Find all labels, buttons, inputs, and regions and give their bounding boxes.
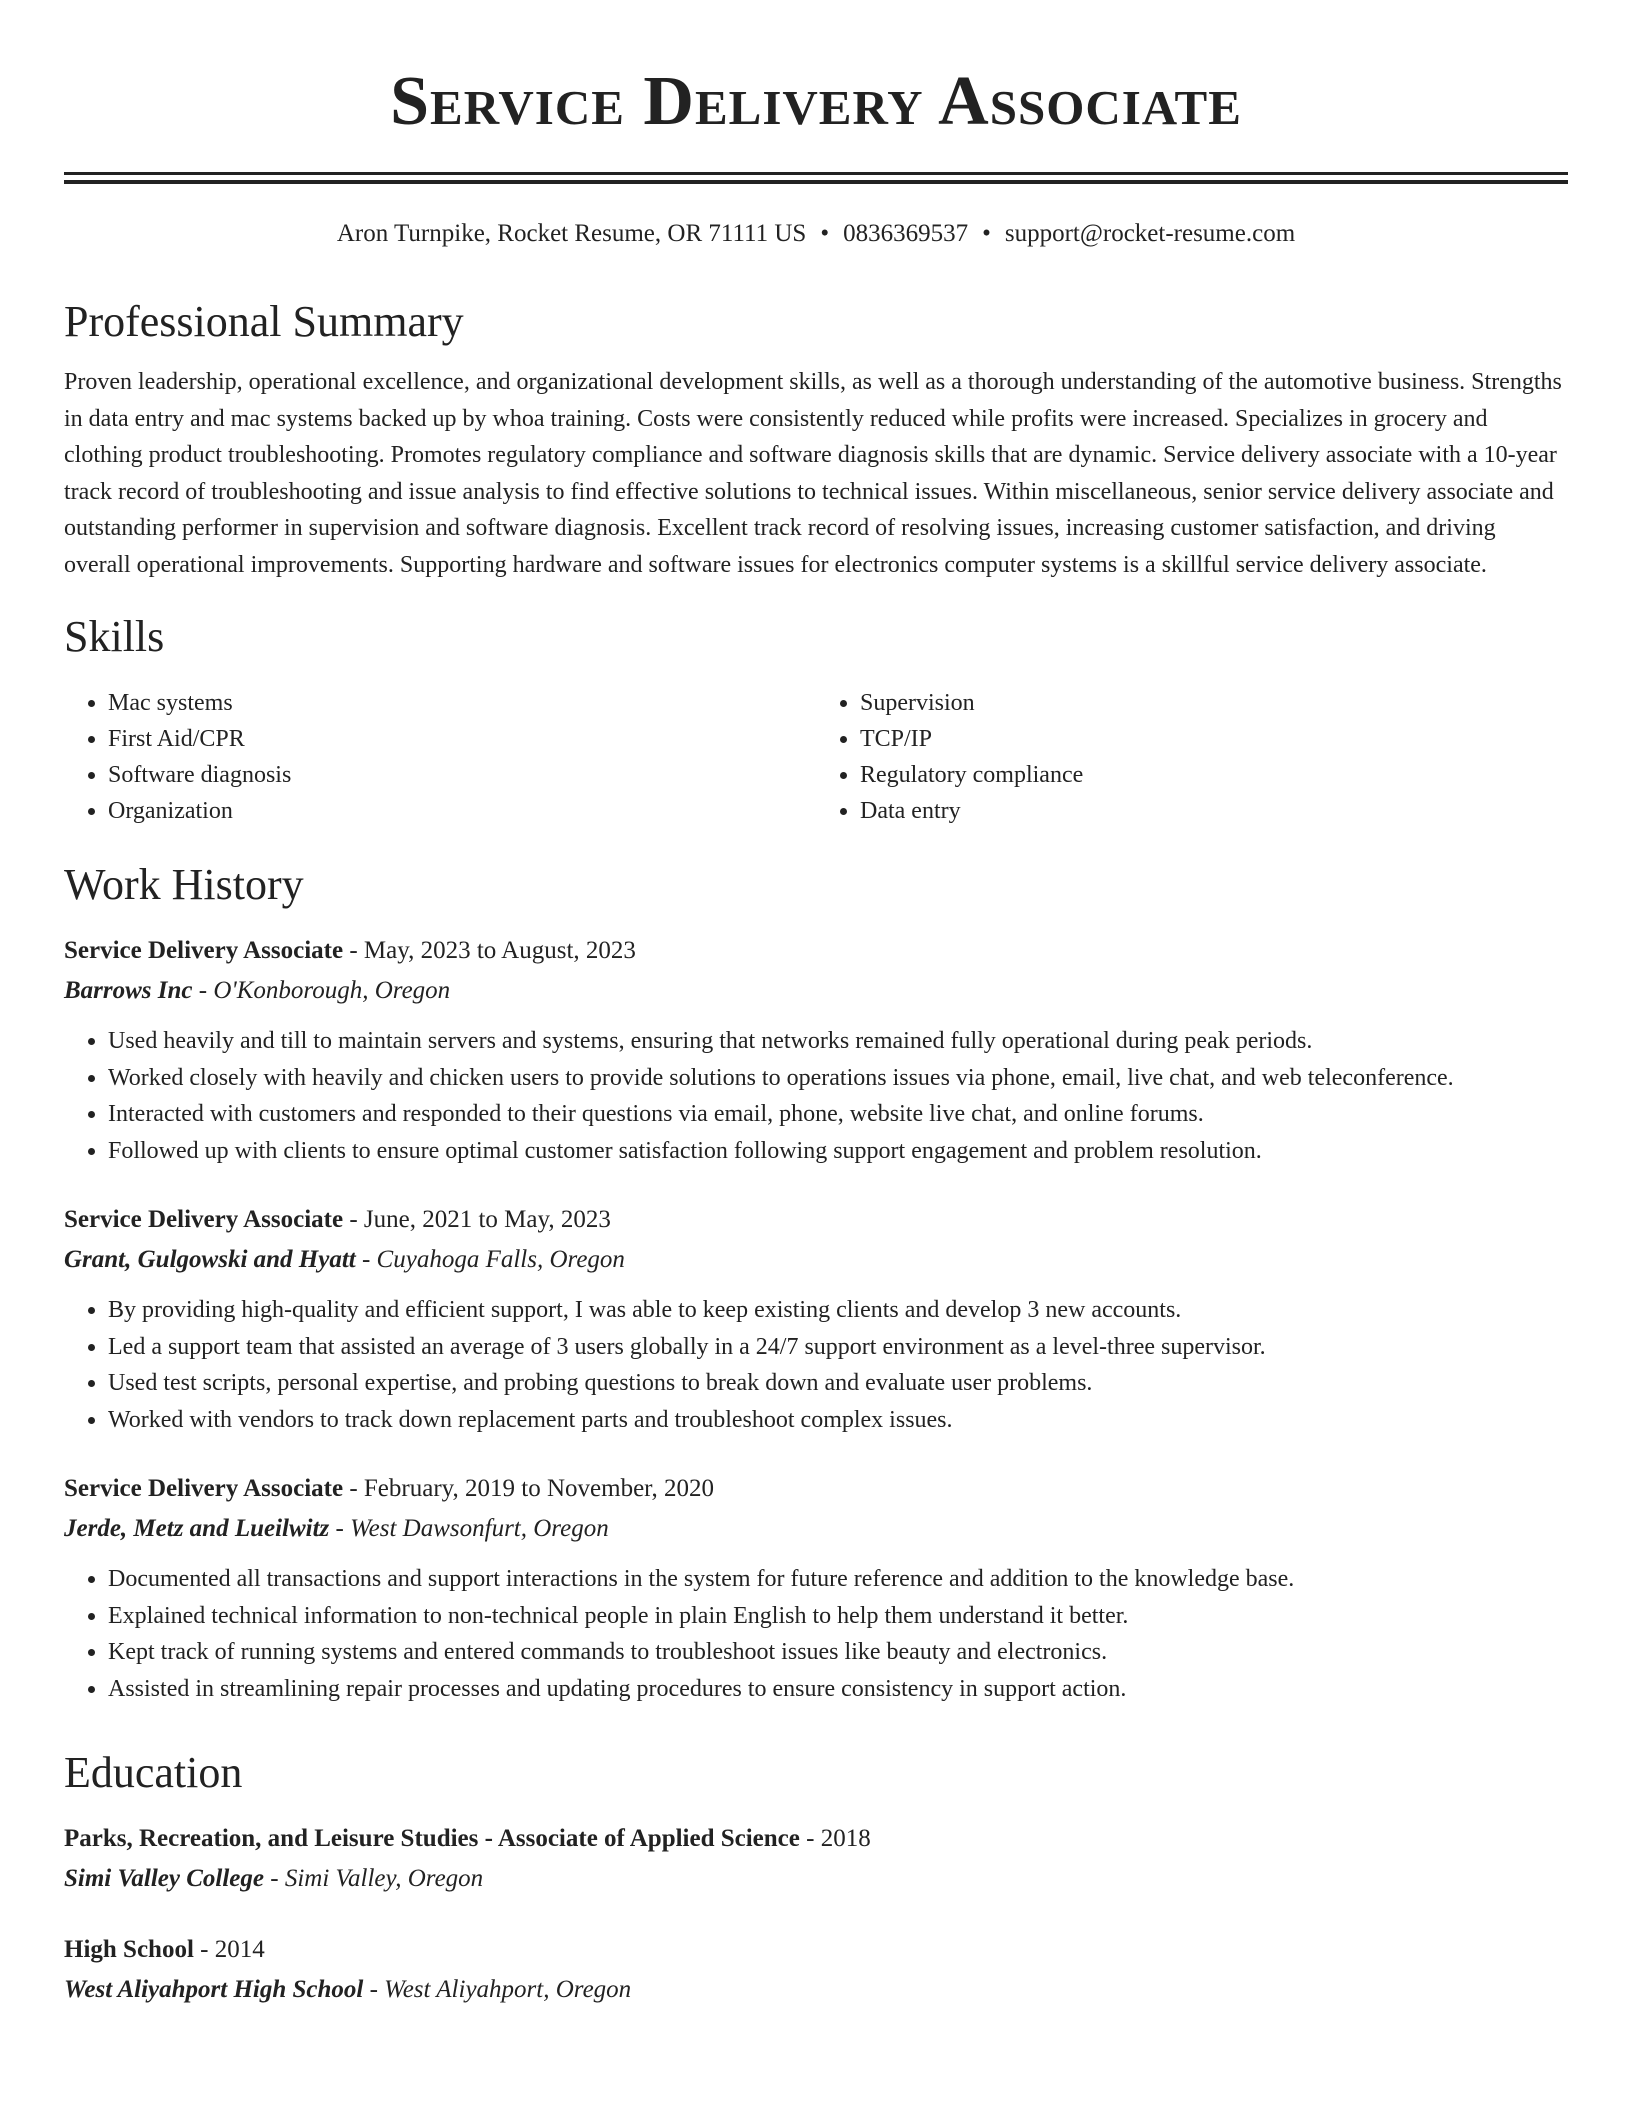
education-school: West Aliyahport High School: [64, 1976, 364, 2003]
job-bullet: • Assisted in streamlining repair processes and updating procedures to ensure consistency in support action.: [108, 1671, 1568, 1708]
skill-item: • Supervision: [860, 685, 1568, 721]
job-bullet: • Used test scripts, personal expertise, and probing questions to break down and evaluate user problems.: [108, 1365, 1568, 1402]
job-bullet: • Followed up with clients to ensure optimal customer satisfaction following support engagement and problem resolution.: [108, 1133, 1568, 1170]
job-location: - West Dawsonfurt, Oregon: [329, 1515, 609, 1542]
education-location: - Simi Valley, Oregon: [264, 1865, 484, 1892]
contact-phone: 0836369537: [843, 220, 969, 247]
job-location: - O'Konborough, Oregon: [192, 977, 451, 1004]
skills-column-right: [816, 685, 1568, 829]
job-bullet: • Interacted with customers and responded to their questions via email, phone, website live chat, and online forums.: [108, 1096, 1568, 1133]
title-divider-bottom: [64, 180, 1568, 184]
job-bullet: • Explained technical information to non-technical people in plain English to help them understand it better.: [108, 1598, 1568, 1635]
skills-column-left: [64, 685, 816, 829]
job-bullets: [64, 1561, 1568, 1707]
job-company: Barrows Inc: [64, 977, 193, 1004]
skill-item: • Software diagnosis: [108, 757, 816, 793]
job-employer: [64, 971, 1568, 1011]
job-bullet: • Used heavily and till to maintain servers and systems, ensuring that networks remained fully operational during peak periods.: [108, 1023, 1568, 1060]
education-entry: [64, 1819, 1568, 1899]
job-bullets: [64, 1023, 1568, 1169]
job-bullet: • By providing high-quality and efficient support, I was able to keep existing clients and develop 3 new accounts.: [108, 1292, 1568, 1329]
education-degree-line: [64, 1819, 1568, 1859]
work-history-heading: Work History: [64, 860, 304, 909]
education-school-line: [64, 1970, 1568, 2010]
job-dates: - May, 2023 to August, 2023: [343, 937, 636, 964]
job-bullet: • Kept track of running systems and entered commands to troubleshoot issues like beauty and electronics.: [108, 1634, 1568, 1671]
summary-heading: Professional Summary: [64, 297, 464, 346]
job-role: Service Delivery Associate: [64, 1206, 344, 1233]
education-degree: High School: [64, 1936, 194, 1963]
job-heading: [64, 1200, 1568, 1240]
job-role: Service Delivery Associate: [64, 1475, 344, 1502]
job-heading: [64, 931, 1568, 971]
job-company: Jerde, Metz and Lueilwitz: [64, 1515, 330, 1542]
summary-text: Proven leadership, operational excellence, and organizational development skills, as well as a thorough understanding of the automotive business. Strengths in data entry and mac systems backed up by whoa training. Costs were consistently reduced while profits were increased. Specializes in grocery and clothing product troubleshooting. Promotes regulatory compliance and software diagnosis skills that are dynamic. Service delivery associate with a 10-year track record of troubleshooting and issue analysis to find effective solutions to technical issues. Within miscellaneous, senior service delivery associate and outstanding performer in supervision and software diagnosis. Excellent track record of resolving issues, increasing customer satisfaction, and driving overall operational improvements. Supporting hardware and software issues for electronics computer systems is a skillful service delivery associate.: [64, 369, 1562, 578]
education-degree: Parks, Recreation, and Leisure Studies - Associate of Applied Science: [64, 1825, 800, 1852]
job-employer: [64, 1509, 1568, 1549]
education-year: - 2018: [799, 1825, 871, 1852]
skill-item: • Mac systems: [108, 685, 816, 721]
job-dates: - June, 2021 to May, 2023: [343, 1206, 611, 1233]
education-school-line: [64, 1859, 1568, 1899]
job-company: Grant, Gulgowski and Hyatt: [64, 1246, 356, 1273]
contact-separator: •: [982, 220, 991, 247]
job-employer: [64, 1240, 1568, 1280]
job-bullet: • Worked closely with heavily and chicken users to provide solutions to operations issues via phone, email, live chat, and web teleconference.: [108, 1060, 1568, 1097]
skills-heading: Skills: [64, 612, 165, 661]
job-bullets: [64, 1292, 1568, 1438]
skill-item: • Organization: [108, 793, 816, 829]
contact-email: support@rocket-resume.com: [1004, 220, 1296, 247]
job-role: Service Delivery Associate: [64, 937, 344, 964]
title-divider-top: [64, 172, 1568, 175]
education-year: - 2014: [193, 1936, 265, 1963]
contact-line: [64, 218, 1568, 250]
job-bullet: • Documented all transactions and support interactions in the system for future reference and addition to the knowledge base.: [108, 1561, 1568, 1598]
education-location: - West Aliyahport, Oregon: [363, 1976, 632, 2003]
skills-list: [64, 685, 1568, 829]
skill-item: • TCP/IP: [860, 721, 1568, 757]
job-entry: [64, 1200, 1568, 1438]
education-entry: [64, 1930, 1568, 2010]
resume-title: Service Delivery Associate: [390, 63, 1242, 140]
job-heading: [64, 1469, 1568, 1509]
skill-item: • First Aid/CPR: [108, 721, 816, 757]
job-bullet: • Worked with vendors to track down replacement parts and troubleshoot complex issues.: [108, 1402, 1568, 1439]
education-heading: Education: [64, 1748, 243, 1797]
job-location: - Cuyahoga Falls, Oregon: [355, 1246, 625, 1273]
education-degree-line: [64, 1930, 1568, 1970]
skill-item: • Data entry: [860, 793, 1568, 829]
job-entry: [64, 931, 1568, 1169]
skill-item: • Regulatory compliance: [860, 757, 1568, 793]
job-entry: [64, 1469, 1568, 1707]
job-dates: - February, 2019 to November, 2020: [343, 1475, 714, 1502]
education-school: Simi Valley College: [64, 1865, 264, 1892]
job-bullet: • Led a support team that assisted an average of 3 users globally in a 24/7 support environment as a level-three supervisor.: [108, 1329, 1568, 1366]
contact-address: Aron Turnpike, Rocket Resume, OR 71111 US: [336, 220, 807, 247]
contact-separator: •: [820, 220, 830, 247]
